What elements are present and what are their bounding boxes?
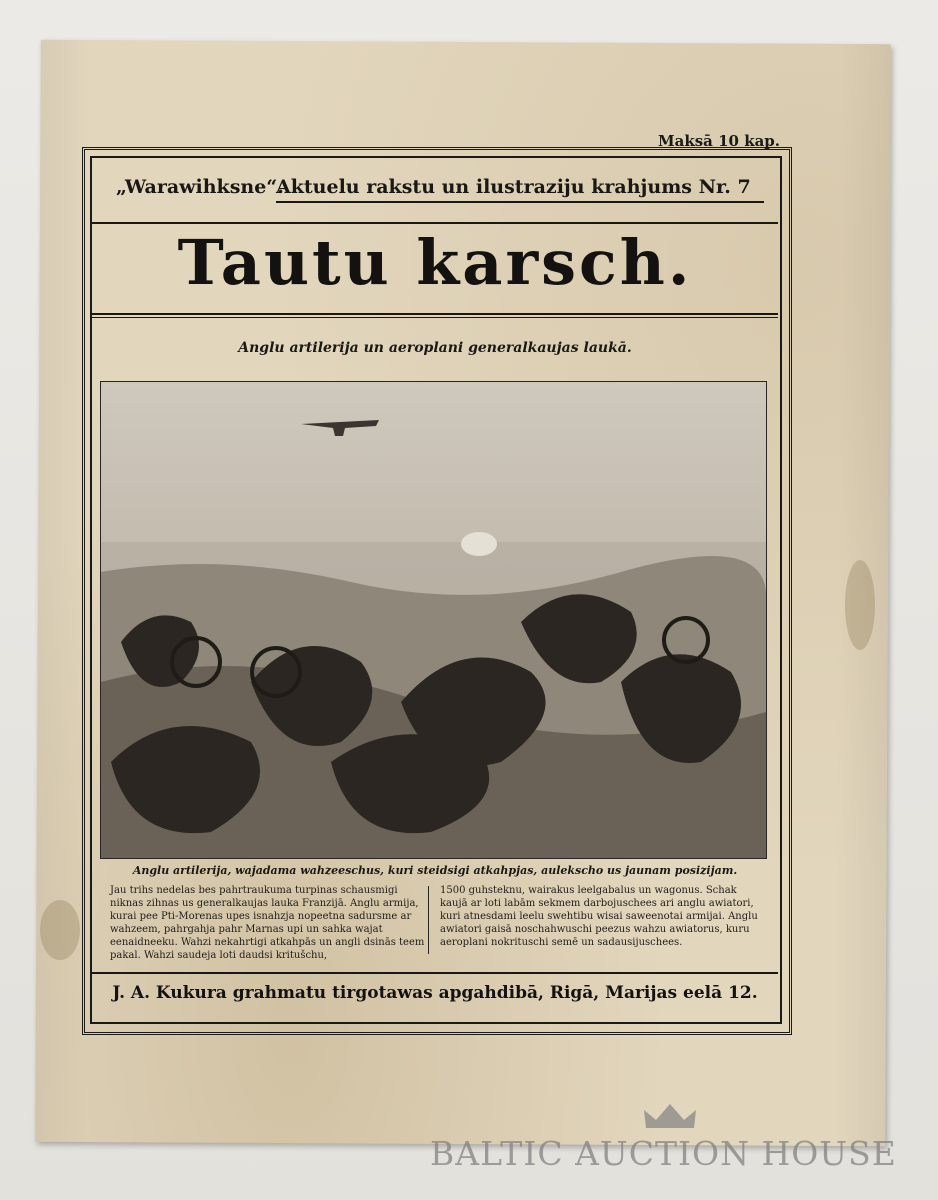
shell-burst (461, 532, 497, 556)
illustration-caption: Anglu artilerija, wajadama wahzeeschus, kuri steidsigi atkahpjas, aulekscho us jaunam posizijam. (132, 864, 738, 877)
series-text: Aktuelu rakstu un ilustraziju krahjums Nr. 7 (276, 176, 764, 203)
header-rule (92, 222, 778, 224)
title-rule (92, 317, 778, 318)
series-name: „Warawihksne“. (116, 176, 284, 198)
publisher-rule (92, 972, 778, 974)
price-label: Maksā 10 kap. (658, 132, 781, 150)
title-rule (92, 313, 778, 315)
subtitle: Anglu artilerija un aeroplani generalkaujas laukā. (238, 340, 632, 356)
battle-illustration (100, 381, 767, 859)
paper-stain (845, 560, 875, 650)
column-divider (428, 886, 429, 954)
page-title: Tautu karsch. (177, 226, 693, 299)
crown-icon (640, 1100, 700, 1134)
series-header (112, 176, 772, 206)
watermark-text: BALTIC AUCTION HOUSE (430, 1134, 897, 1173)
battle-illustration-svg (101, 382, 766, 858)
article-column-left: Jau trihs nedelas bes pahrtraukuma turpinas schausmigi niknas zihnas us generalkaujas lauka Franzijā. Anglu armija, kurai pee Pti-Morenas upes isnahzja nopeetna sadursme ar wahzeem, pahrgahja pahr Marnas upi un sahka wajat eenaidneeku. Wahzi nekahrtigi atkahpās un angli dsinās teem pakal. Wahzi saudeja loti daudsi kritušchu, (110, 885, 425, 961)
paper-stain (40, 900, 80, 960)
article-column-right: 1500 guhsteknu, wairakus leelgabalus un wagonus. Schak kaujā ar loti labām sekmem darbojuschees ari anglu awiatori, kuri atnesdami leelu swehtibu wisai saweenotai armijai. Anglu awiatori gaisā noschahwuschi peezus wahzu awiatorus, kuru aeroplani nokrituschi semē un sadausijuschees. (440, 885, 758, 948)
publisher-line: J. A. Kukura grahmatu tirgotawas apgahdibā, Rigā, Marijas eelā 12. (112, 983, 758, 1003)
